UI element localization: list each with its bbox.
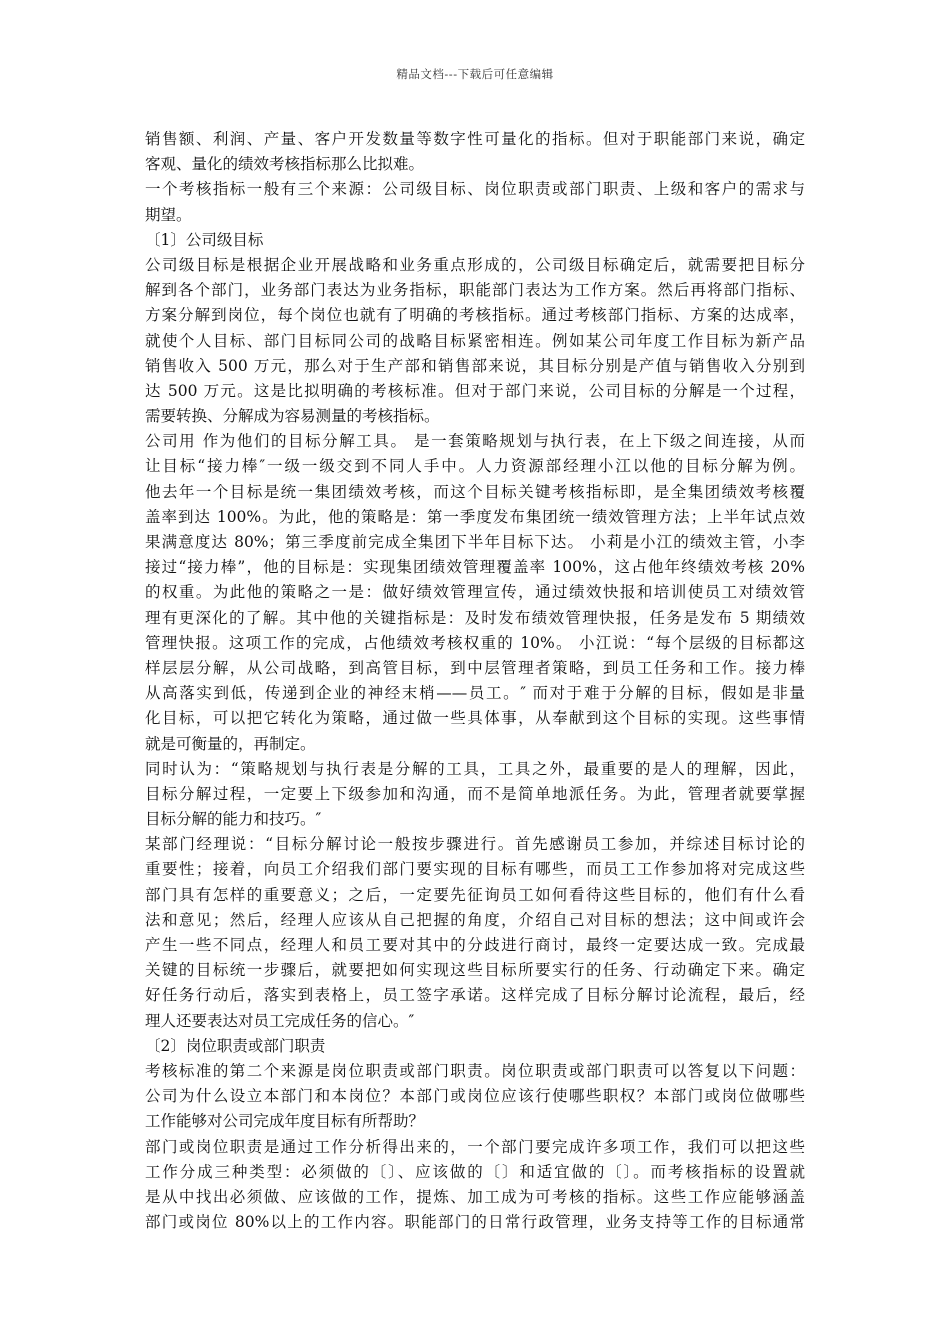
text-line: 方案分解到岗位，每个岗位也就有了明确的考核指标。通过考核部门指标、方案的达成率， bbox=[145, 306, 805, 325]
text-line: 理人还要表达对员工完成任务的信心。″ bbox=[145, 1011, 415, 1030]
text-line: 销售额、利润、产量、客户开发数量等数字性可量化的指标。但对于职能部门来说，确定 bbox=[145, 130, 805, 148]
text-line: 部门或岗位职责是通过工作分析得出来的，一个部门要完成许多项工作，我们可以把这些 bbox=[145, 1137, 805, 1156]
text-line: 产生一些不同点，经理人和员工要对其中的分歧进行商讨，最终一定要达成一致。完成最 bbox=[145, 936, 805, 954]
text-line: 接过“接力棒”，他的目标是：实现集团绩效管理覆盖率 100%，这占他年终绩效考核 20% bbox=[145, 558, 805, 577]
text-line: 公司为什么设立本部门和本岗位？本部门或岗位应该行使哪些职权？本部门或岗位做哪些 bbox=[145, 1087, 805, 1106]
text-line: 是从中找出必须做、应该做的工作，提炼、加工成为可考核的指标。这些工作应能够涵盖 bbox=[145, 1187, 805, 1206]
text-line: 就是可衡量的，再制定。 bbox=[145, 734, 316, 753]
text-line: 公司用 作为他们的目标分解工具。 是一套策略规划与执行表，在上下级之间连接，从而 bbox=[145, 432, 805, 451]
page-header: 精品文档---下载后可任意编辑 bbox=[396, 67, 554, 81]
text-line: 〔2〕岗位职责或部门职责 bbox=[145, 1036, 326, 1055]
text-line: 理有更深化的了解。其中他的关键指标是：及时发布绩效管理快报，任务是发布 5 期绩效 bbox=[145, 608, 805, 627]
text-line: 客观、量化的绩效考核指标那么比拟难。 bbox=[145, 155, 425, 174]
text-line: 化目标，可以把它转化为策略，通过做一些具体事，从奉献到这个目标的实现。这些事情 bbox=[145, 709, 805, 728]
text-line: 的权重。为此他的策略之一是：做好绩效管理宣传，通过绩效快报和培训使员工对绩效管 bbox=[145, 583, 805, 602]
text-line: 工作分成三种类型：必须做的〔〕、应该做的〔〕和适宜做的〔〕。而考核指标的设置就 bbox=[145, 1162, 805, 1181]
text-line: 目标分解过程，一定要上下级参加和沟通，而不是简单地派任务。为此，管理者就要掌握 bbox=[145, 784, 805, 803]
text-line: 样层层分解，从公司战略，到高管目标，到中层管理者策略，到员工任务和工作。接力棒 bbox=[145, 658, 805, 677]
text-line: 期望。 bbox=[145, 205, 192, 224]
text-line: 某部门经理说：“目标分解讨论一般按步骤进行。首先感谢员工参加，并综述目标讨论的 bbox=[145, 835, 805, 854]
text-line: 工作能够对公司完成年度目标有所帮助？ bbox=[145, 1112, 425, 1131]
text-line: 一个考核指标一般有三个来源：公司级目标、岗位职责或部门职责、上级和客户的需求与 bbox=[145, 180, 805, 199]
text-line: 部门具有怎样的重要意义；之后，一定要先征询员工如何看待这些目标的，他们有什么看 bbox=[145, 885, 805, 904]
text-line: 让目标“接力棒″一级一级交到不同人手中。人力资源部经理小江以他的目标分解为例。 bbox=[145, 457, 805, 476]
text-line: 就使个人目标、部门目标同公司的战略目标紧密相连。例如某公司年度工作目标为新产品 bbox=[145, 331, 805, 350]
text-line: 盖率到达 100%。为此，他的策略是：第一季度发布集团统一绩效管理方法；上半年试点效 bbox=[145, 507, 805, 526]
document-body bbox=[145, 127, 805, 1235]
text-line: 管理快报。这项工作的完成，占他绩效考核权重的 10%。 小江说：“每个层级的目标都这 bbox=[145, 633, 805, 652]
text-line: 解到各个部门，业务部门表达为业务指标，职能部门表达为工作方案。然后再将部门指标、 bbox=[145, 281, 805, 300]
text-line: 达 500 万元。这是比拟明确的考核标准。但对于部门来说，公司目标的分解是一个过程， bbox=[145, 381, 805, 400]
text-line: 〔1〕公司级目标 bbox=[145, 230, 264, 249]
text-line: 关键的目标统一步骤后，就要把如何实现这些目标所要实行的任务、行动确定下来。确定 bbox=[145, 961, 805, 980]
text-line: 果满意度达 80%；第三季度前完成全集团下半年目标下达。 小莉是小江的绩效主管，小李 bbox=[145, 533, 805, 551]
text-line: 重要性；接着，向员工介绍我们部门要实现的目标有哪些，而员工工作参加将对完成这些 bbox=[145, 860, 805, 879]
text-line: 好任务行动后，落实到表格上，员工签字承诺。这样完成了目标分解讨论流程，最后，经 bbox=[145, 986, 805, 1005]
text-line: 公司级目标是根据企业开展战略和业务重点形成的，公司级目标确定后，就需要把目标分 bbox=[145, 255, 805, 274]
text-line: 法和意见；然后，经理人应该从自己把握的角度，介绍自己对目标的想法；这中间或许会 bbox=[145, 910, 805, 929]
text-line: 销售收入 500 万元，那么对于生产部和销售部来说，其目标分别是产值与销售收入分别到 bbox=[145, 356, 805, 375]
text-line: 考核标准的第二个来源是岗位职责或部门职责。岗位职责或部门职责可以答复以下问题： bbox=[145, 1061, 805, 1080]
text-line: 从高落实到低，传递到企业的神经末梢——员工。″ 而对于难于分解的目标，假如是非量 bbox=[145, 684, 805, 703]
text-line: 需要转换、分解成为容易测量的考核指标。 bbox=[145, 407, 440, 426]
text-line: 目标分解的能力和技巧。″ bbox=[145, 810, 322, 829]
text-line: 他去年一个目标是统一集团绩效考核，而这个目标关键考核指标即，是全集团绩效考核覆 bbox=[145, 482, 805, 501]
text-line: 同时认为：“策略规划与执行表是分解的工具，工具之外，最重要的是人的理解，因此， bbox=[145, 759, 805, 778]
text-line: 部门或岗位 80%以上的工作内容。职能部门的日常行政管理，业务支持等工作的目标通常 bbox=[145, 1213, 805, 1232]
